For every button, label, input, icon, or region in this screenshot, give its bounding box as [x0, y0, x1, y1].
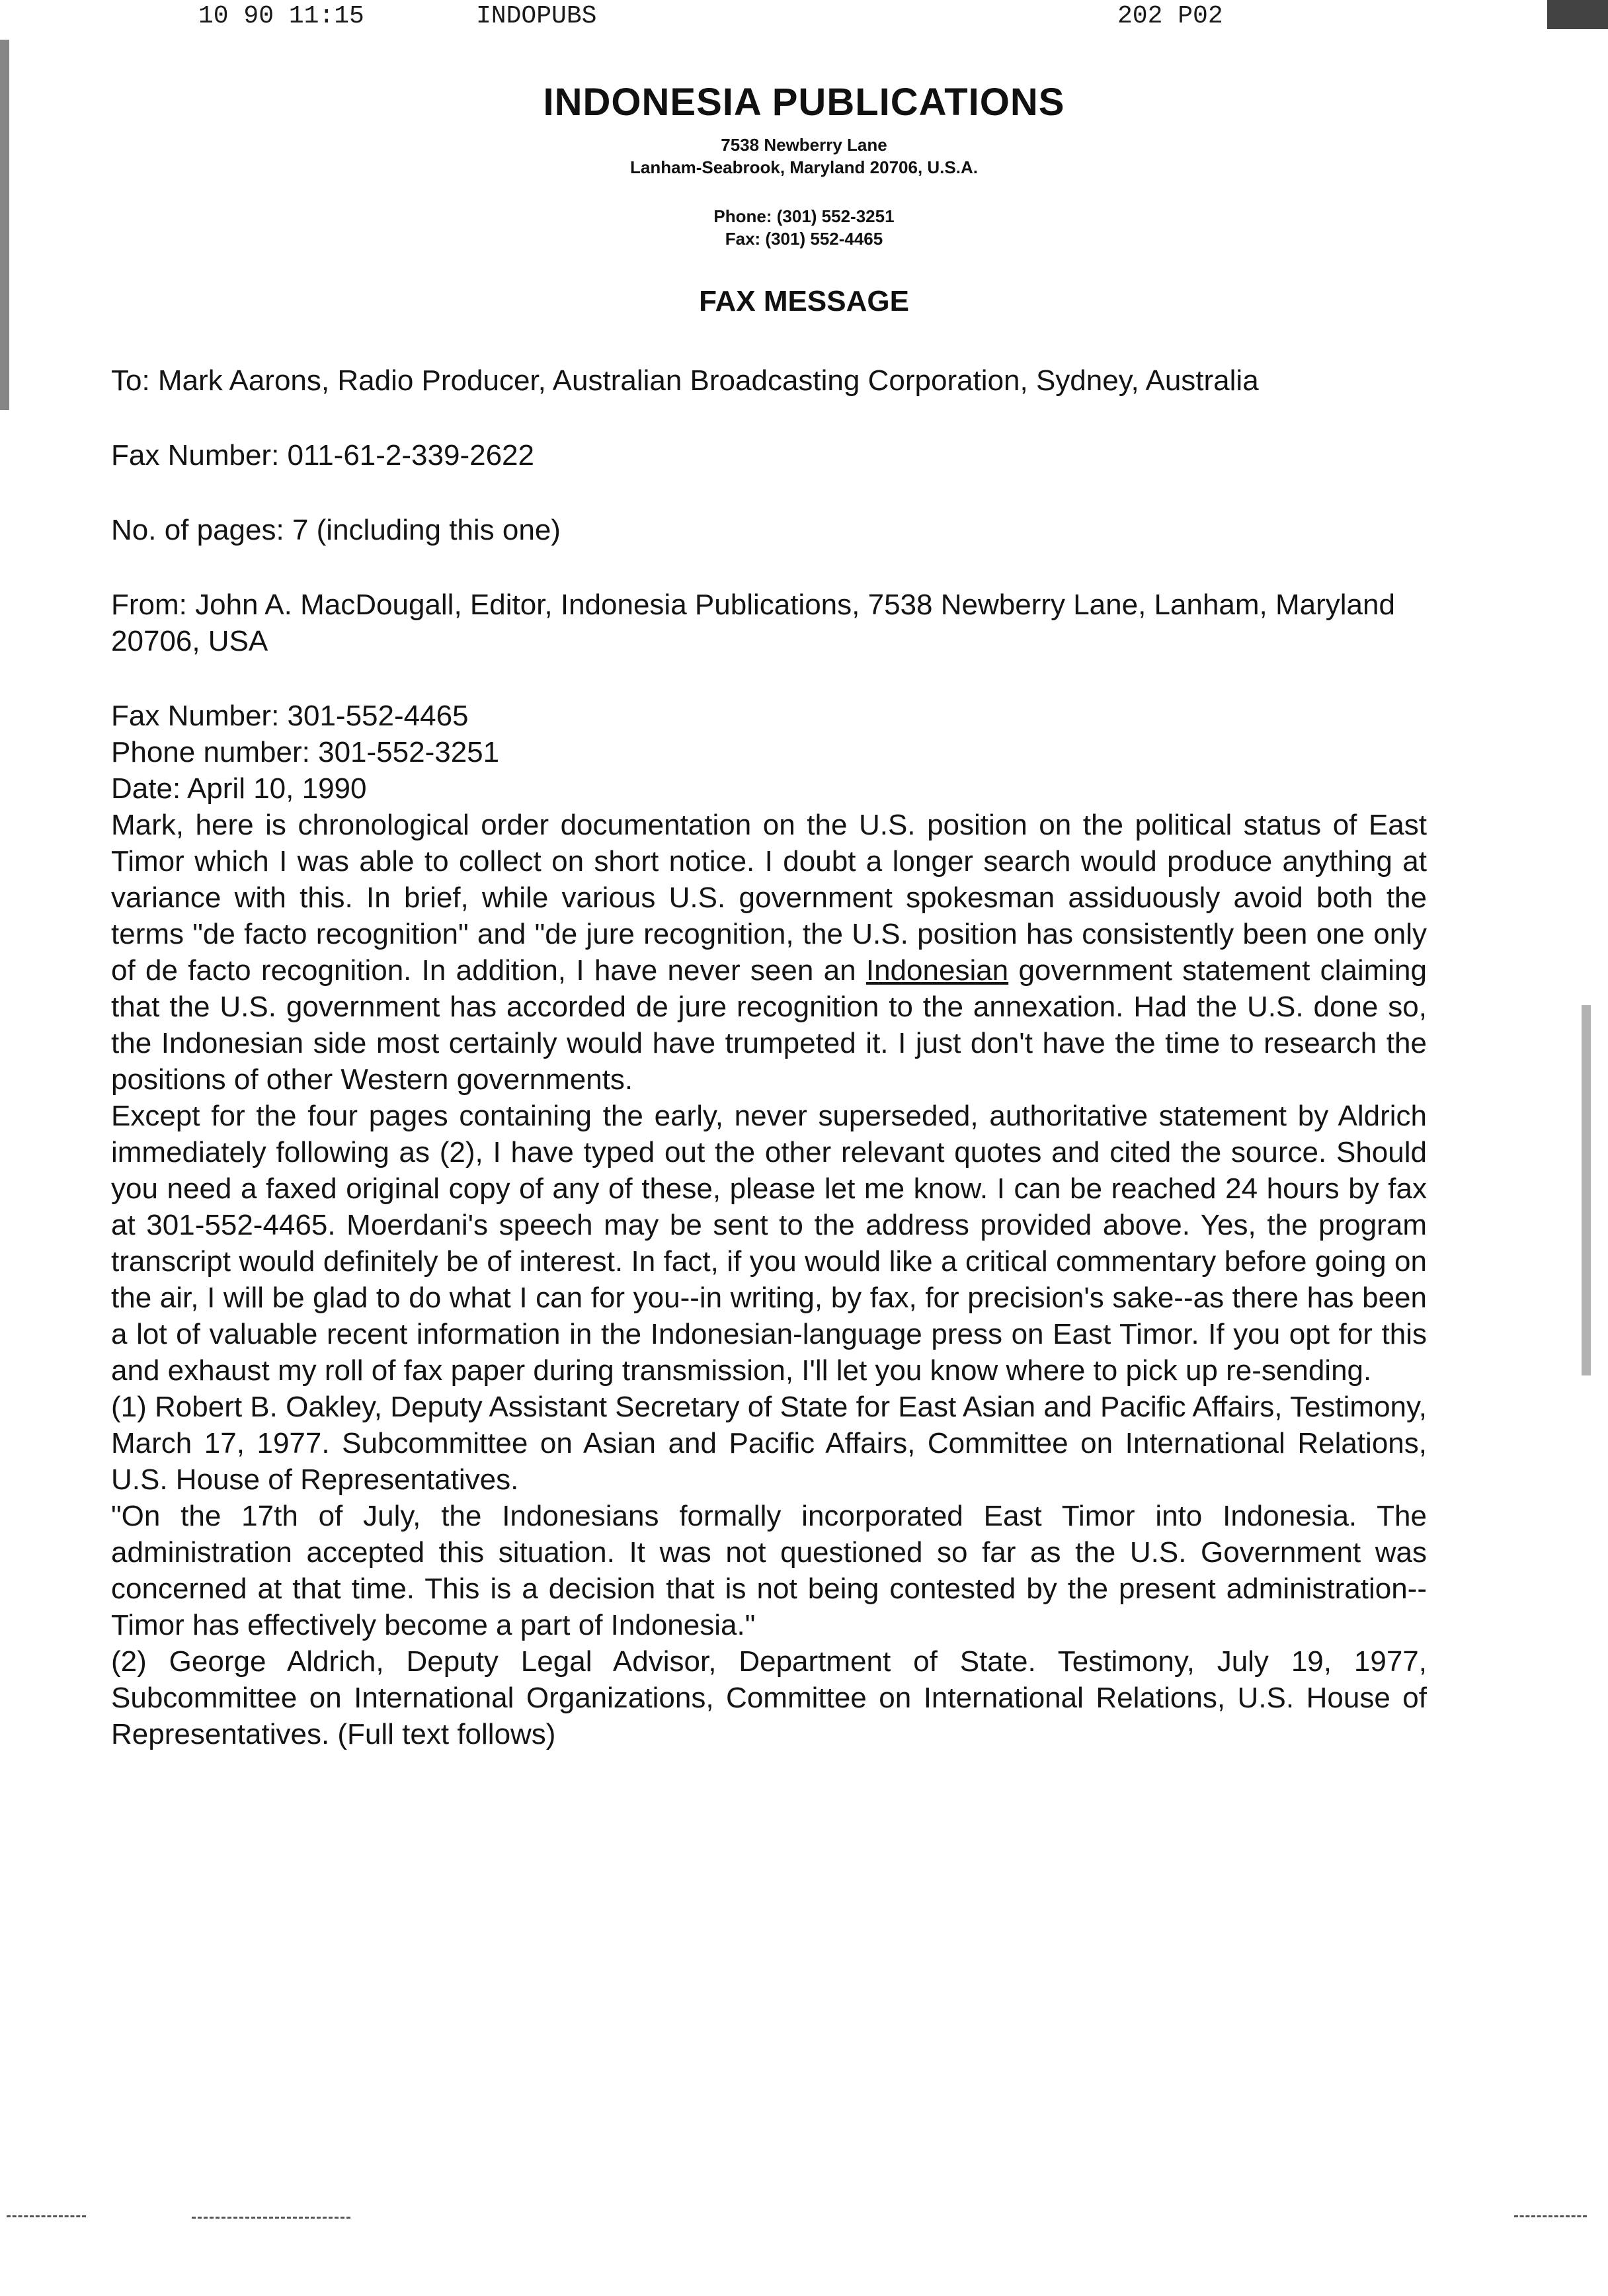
- reference-1: (1) Robert B. Oakley, Deputy Assistant Secretary of State for East Asian and Pacific Affairs, Testimony, March 17, 1977. Subcommittee on Asian and Pacific Affairs, Committee on International Relations, U.S. House of Representatives.: [111, 1391, 1427, 1496]
- bottom-dashed-rule-left: [7, 2215, 86, 2217]
- fax-header-page-code: 202 P02: [1117, 2, 1223, 30]
- recipient-fax-number: Fax Number: 011-61-2-339-2622: [111, 439, 534, 472]
- organization-name: INDONESIA PUBLICATIONS: [543, 81, 1065, 124]
- to-field: To: Mark Aarons, Radio Producer, Australian Broadcasting Corporation, Sydney, Australia: [111, 364, 1259, 397]
- sender-fax-number: Fax Number: 301-552-4465: [111, 700, 469, 732]
- paragraph-details: Except for the four pages containing the early, never superseded, authoritative statement by Aldrich immediately following as (2), I have typed out the other relevant quotes and cited the source. Should you need a faxed original copy of any of these, please let me know. I can be reached 24 hours by fax at 301-552-4465. Moerdani's speech may be sent to the address provided above. Yes, the program transcript would definitely be of interest. In fact, if you would like a critical commentary before going on the air, I will be glad to do what I can for you--in writing, by fax, for precision's sake--as there has been a lot of valuable recent information in the Indonesian-language press on East Timor. If you opt for this and exhaust my roll of fax paper during transmission, I'll let you know where to pick up re-sending.: [111, 1100, 1427, 1387]
- bottom-dashed-rule-right: [1514, 2215, 1587, 2217]
- letterhead: [0, 79, 1608, 320]
- letterhead-phone: Phone: (301) 552-3251: [713, 206, 895, 226]
- left-scan-edge: [0, 40, 9, 410]
- quote-1: "On the 17th of July, the Indonesians formally incorporated East Timor into Indonesia. The administration accepted this situation. It was not questioned so far as the U.S. Government was concerned at that time. This is a decision that is not being contested by the present administration--Timor has effectively become a part of Indonesia.": [111, 1500, 1427, 1641]
- message-date: Date: April 10, 1990: [111, 772, 367, 805]
- paragraph-intro-start: Mark, here is chronological order documentation on the U.S. position on the political status of East Timor which I was able to collect on short notice. I doubt a longer search would produce anything at variance with this. In brief, while various U.S. government spokesman assiduously avoid both the terms "de facto recognition" and "de jure recognition, the U.S. position has consistently been one only of de facto recognition. In addition, I have never seen an: [111, 809, 1427, 987]
- document-title: FAX MESSAGE: [699, 285, 909, 317]
- street-address: 7538 Newberry Lane: [721, 135, 887, 155]
- contact-block: [0, 205, 1608, 250]
- right-scan-edge: [1582, 1005, 1591, 1375]
- fax-transmission-header: [198, 0, 1256, 33]
- letterhead-fax: Fax: (301) 552-4465: [725, 229, 883, 249]
- paragraph-intro-end: government statement claiming that the U.S. government has accorded de jure recognition to the annexation. Had the U.S. done so, the Indonesian side most certainly would have trumpeted it. I just don't have the time to research the positions of other Western governments.: [111, 954, 1427, 1096]
- corner-scan-mark: [1547, 0, 1608, 29]
- bottom-dashed-rule-mid: [192, 2217, 350, 2219]
- fax-header-sender: INDOPUBS: [476, 2, 597, 30]
- from-field: From: John A. MacDougall, Editor, Indonesia Publications, 7538 Newberry Lane, Lanham, Maryland 20706, USA: [111, 589, 1395, 657]
- city-address: Lanham-Seabrook, Maryland 20706, U.S.A.: [630, 157, 978, 177]
- page-count: No. of pages: 7 (including this one): [111, 514, 561, 546]
- fax-header-datetime: 10 90 11:15: [198, 2, 364, 30]
- reference-2: (2) George Aldrich, Deputy Legal Advisor, Department of State. Testimony, July 19, 1977, Subcommittee on International Organizations, Committee on International Relations, U.S. House of Representatives. (Full text follows): [111, 1645, 1427, 1750]
- sender-phone-number: Phone number: 301-552-3251: [111, 736, 500, 768]
- fax-body: [111, 362, 1427, 1752]
- paragraph-intro: [111, 807, 1427, 1098]
- underlined-word: Indonesian: [865, 954, 1009, 987]
